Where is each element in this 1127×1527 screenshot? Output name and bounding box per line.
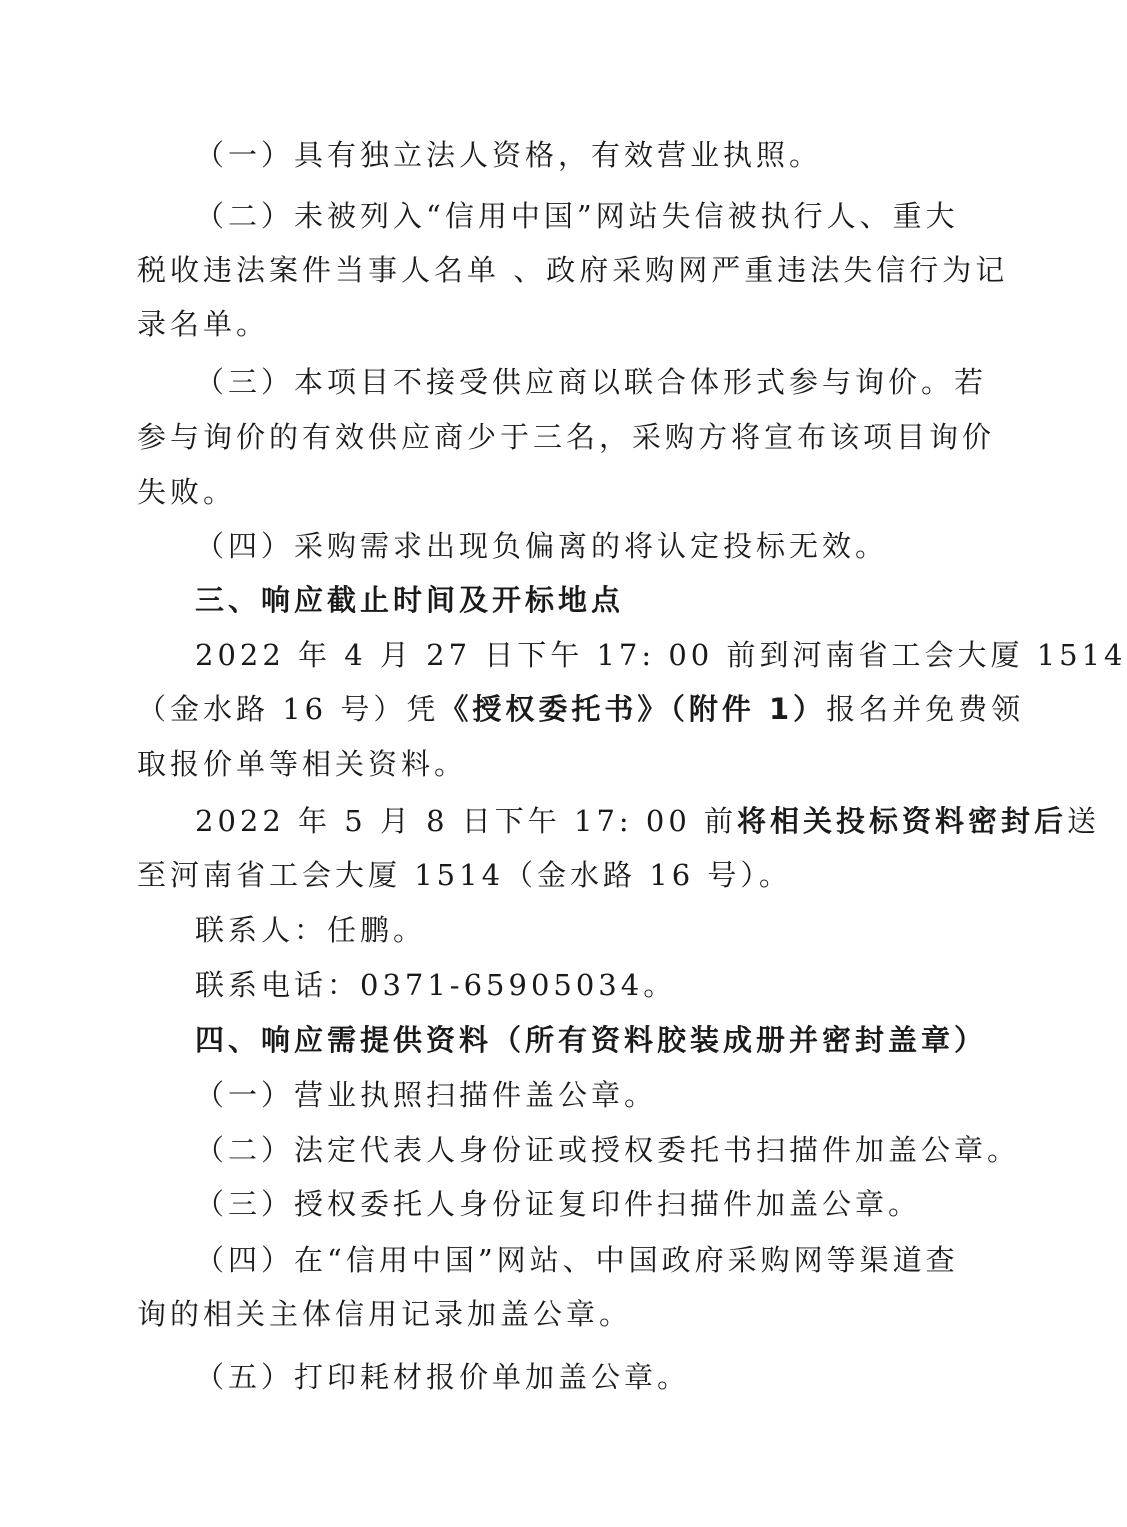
paragraph-line: 2022 年 4 月 27 日下午 17: 00 前到河南省工会大厦 1514: [195, 638, 1127, 672]
paragraph-line: 录名单。: [137, 307, 270, 341]
paragraph-line: 税收违法案件当事人名单 、政府采购网严重违法失信行为记: [137, 253, 1009, 287]
paragraph-line: 失败。: [137, 475, 237, 509]
paragraph-line: （二）法定代表人身份证或授权委托书扫描件加盖公章。: [195, 1133, 1021, 1167]
paragraph-line: 参与询价的有效供应商少于三名，采购方将宣布该项目询价: [137, 420, 996, 454]
section-heading: 四、响应需提供资料（所有资料胶装成册并密封盖章）: [195, 1023, 988, 1057]
paragraph-line: 至河南省工会大厦 1514（金水路 16 号）。: [137, 858, 792, 892]
text-segment: 送: [1067, 804, 1101, 838]
text-segment: 2022 年 5 月 8 日下午 17: 00 前: [195, 804, 738, 838]
paragraph-line: （五）打印耗材报价单加盖公章。: [195, 1360, 691, 1394]
section-heading: 三、响应截止时间及开标地点: [195, 583, 625, 617]
paragraph-line: （一）具有独立法人资格，有效营业执照。: [195, 138, 823, 172]
paragraph-line: （三）本项目不接受供应商以联合体形式参与询价。若: [195, 365, 988, 399]
bold-text-segment: 《授权委托书》（附件 1）: [439, 692, 827, 726]
text-segment: （金水路 16 号）凭: [137, 692, 440, 726]
paragraph-line: （四）在“信用中国”网站、中国政府采购网等渠道查: [195, 1243, 959, 1277]
contact-phone: 联系电话：0371-65905034。: [195, 968, 677, 1002]
text-segment: 报名并免费领: [826, 692, 1025, 726]
bold-text-segment: 将相关投标资料密封后: [737, 804, 1068, 838]
paragraph-line: （一）营业执照扫描件盖公章。: [195, 1078, 658, 1112]
paragraph-line: 取报价单等相关资料。: [137, 747, 468, 781]
paragraph-line: （二）未被列入“信用中国”网站失信被执行人、重大: [195, 199, 959, 233]
paragraph-line: （四）采购需求出现负偏离的将认定投标无效。: [195, 529, 889, 563]
contact-person: 联系人：任鹏。: [195, 913, 427, 947]
paragraph-line: （三）授权委托人身份证复印件扫描件加盖公章。: [195, 1187, 922, 1221]
paragraph-line: [137, 689, 1025, 729]
paragraph-line: [195, 801, 1101, 841]
paragraph-line: 询的相关主体信用记录加盖公章。: [137, 1297, 633, 1331]
